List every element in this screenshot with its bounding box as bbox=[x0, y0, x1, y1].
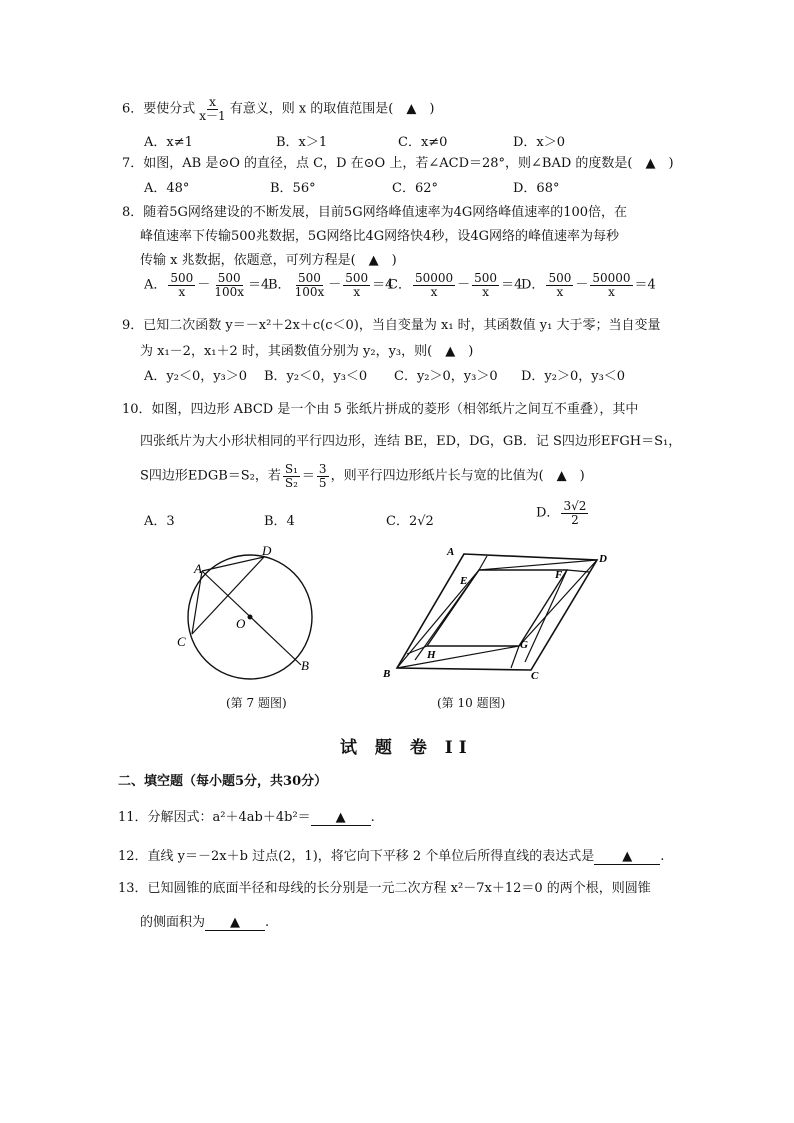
label-c: C bbox=[531, 670, 539, 682]
q10-option-a: A．3 bbox=[144, 514, 175, 529]
q8-option-c: C． $\frac{50000}{x}$ － $\frac{500}{x}$ ＝4 bbox=[388, 271, 523, 299]
q10-line-2: 四张纸片为大小形状相同的平行四边形，连结 BE，ED，DG，GB．记 S四边形EFGH＝S₁， bbox=[140, 434, 682, 449]
q10-option-d: D． $\frac{3√2}{2}$ bbox=[536, 499, 587, 527]
label-a: A bbox=[447, 546, 455, 558]
label-b: B bbox=[383, 668, 391, 680]
center-point bbox=[248, 615, 253, 620]
q7-option-d: D．68° bbox=[513, 181, 560, 196]
q11-answer-blank[interactable]: ▲ bbox=[311, 810, 371, 826]
q13-line-1: 13．已知圆锥的底面半径和母线的长分别是一元二次方程 x²－7x＋12＝0 的两个根，则圆锥 bbox=[118, 881, 651, 896]
q6-option-b: B．x＞1 bbox=[276, 135, 328, 150]
q9-option-b: B．y₂＜0，y₃＜0 bbox=[264, 369, 368, 384]
q10-option-c: C．2√2 bbox=[386, 514, 434, 529]
q8-option-a: A． $\frac{500}{x}$ － $\frac{500}{100x}$ ＝4 bbox=[144, 271, 270, 299]
segment-ed bbox=[479, 560, 597, 570]
q6-suffix: 有意义，则 x 的取值范围是( ▲ ) bbox=[229, 101, 435, 117]
q8-option-d: D． $\frac{500}{x}$ － $\frac{50000}{x}$ ＝4 bbox=[521, 271, 656, 299]
q10-ratio: $\frac{\text{S₁}}{\text{S₂}}$ bbox=[284, 462, 298, 490]
q13-line-2: 的侧面积为 ▲ . bbox=[140, 915, 270, 930]
figure-7-caption: (第 7 题图) bbox=[226, 696, 287, 710]
q7-stem: 7．如图，AB 是⊙O 的直径，点 C，D 在⊙O 上，若∠ACD＝28°，则∠BAD 的度数是( ▲ ) bbox=[122, 156, 674, 171]
q10-option-b: B．4 bbox=[264, 514, 295, 529]
q6-stem bbox=[122, 96, 434, 122]
q12-answer-blank[interactable]: ▲ bbox=[594, 849, 660, 865]
q8-line-3: 传输 x 兆数据，依题意，可列方程是( ▲ ) bbox=[140, 253, 397, 268]
label-g: G bbox=[520, 639, 528, 651]
q8-option-b: B． $\frac{500}{100x}$ － $\frac{500}{x}$ ＝4 bbox=[268, 271, 394, 299]
label-c: C bbox=[177, 634, 186, 649]
q6-option-d: D．x＞0 bbox=[513, 135, 566, 150]
q6-fraction: $\frac{x}{x-1}$ bbox=[199, 95, 226, 123]
label-e: E bbox=[460, 575, 468, 587]
q7-option-b: B．56° bbox=[270, 181, 316, 196]
q7-option-c: C．62° bbox=[392, 181, 438, 196]
label-o: O bbox=[236, 616, 246, 631]
segment-gb bbox=[397, 646, 519, 668]
q9-line-2: 为 x₁－2，x₁＋2 时，其函数值分别为 y₂，y₃，则( ▲ ) bbox=[140, 344, 474, 359]
label-h: H bbox=[427, 649, 436, 661]
q13-answer-blank[interactable]: ▲ bbox=[205, 915, 265, 931]
q8-line-2: 峰值速率下传输500兆数据，5G网络比4G网络快4秒，设4G网络的峰值速率为每秒 bbox=[140, 229, 620, 244]
label-d: D bbox=[599, 553, 607, 565]
section-subtitle: 二、填空题（每小题5分，共30分） bbox=[118, 774, 328, 789]
q10-ratio-value: $\frac{3}{5}$ bbox=[318, 462, 327, 490]
q10-line-1: 10．如图，四边形 ABCD 是一个由 5 张纸片拼成的菱形（相邻纸片之间互不重叠），其中 bbox=[122, 402, 639, 417]
q9-option-c: C．y₂＞0，y₃＞0 bbox=[394, 369, 498, 384]
q10-line-3: S四边形EDGB＝S₂，若 $\frac{\text{S₁}}{\text{S₂}}$ ＝ $\frac{3}{5}$ ，则平行四边形纸片长与宽的比值为( ▲ ) bbox=[140, 462, 585, 490]
q7-option-a: A．48° bbox=[144, 181, 190, 196]
q12: 12．直线 y＝－2x＋b 过点(2，1)，将它向下平移 2 个单位后所得直线的表达式是 ▲ . bbox=[118, 849, 665, 864]
q9-option-a: A．y₂＜0，y₃＞0 bbox=[144, 369, 248, 384]
q9-option-d: D．y₂＞0，y₃＜0 bbox=[521, 369, 626, 384]
label-a: A bbox=[194, 561, 202, 576]
figure-10 bbox=[375, 542, 625, 690]
q6-option-a: A．x≠1 bbox=[144, 135, 193, 150]
section-title: 试 题 卷 II bbox=[340, 738, 473, 758]
label-f: F bbox=[555, 569, 563, 581]
label-d: D bbox=[262, 543, 272, 558]
figure-10-caption: (第 10 题图) bbox=[437, 696, 506, 710]
q8-line-1: 8．随着5G网络建设的不断发展，目前5G网络峰值速率为4G网络峰值速率的100倍，在 bbox=[122, 205, 628, 220]
figure-7 bbox=[160, 540, 350, 690]
q6-option-c: C．x≠0 bbox=[398, 135, 448, 150]
chord-cd bbox=[192, 557, 264, 634]
chord-ad bbox=[202, 557, 264, 571]
q9-line-1: 9．已知二次函数 y＝－x²＋2x＋c(c＜0)，当自变量为 x₁ 时，其函数值 y₁ 大于零；当自变量 bbox=[122, 318, 661, 333]
label-b: B bbox=[301, 658, 309, 673]
q6-prefix: 6．要使分式 bbox=[122, 101, 196, 117]
q11: 11．分解因式：a²＋4ab＋4b²＝ ▲ . bbox=[118, 810, 375, 825]
